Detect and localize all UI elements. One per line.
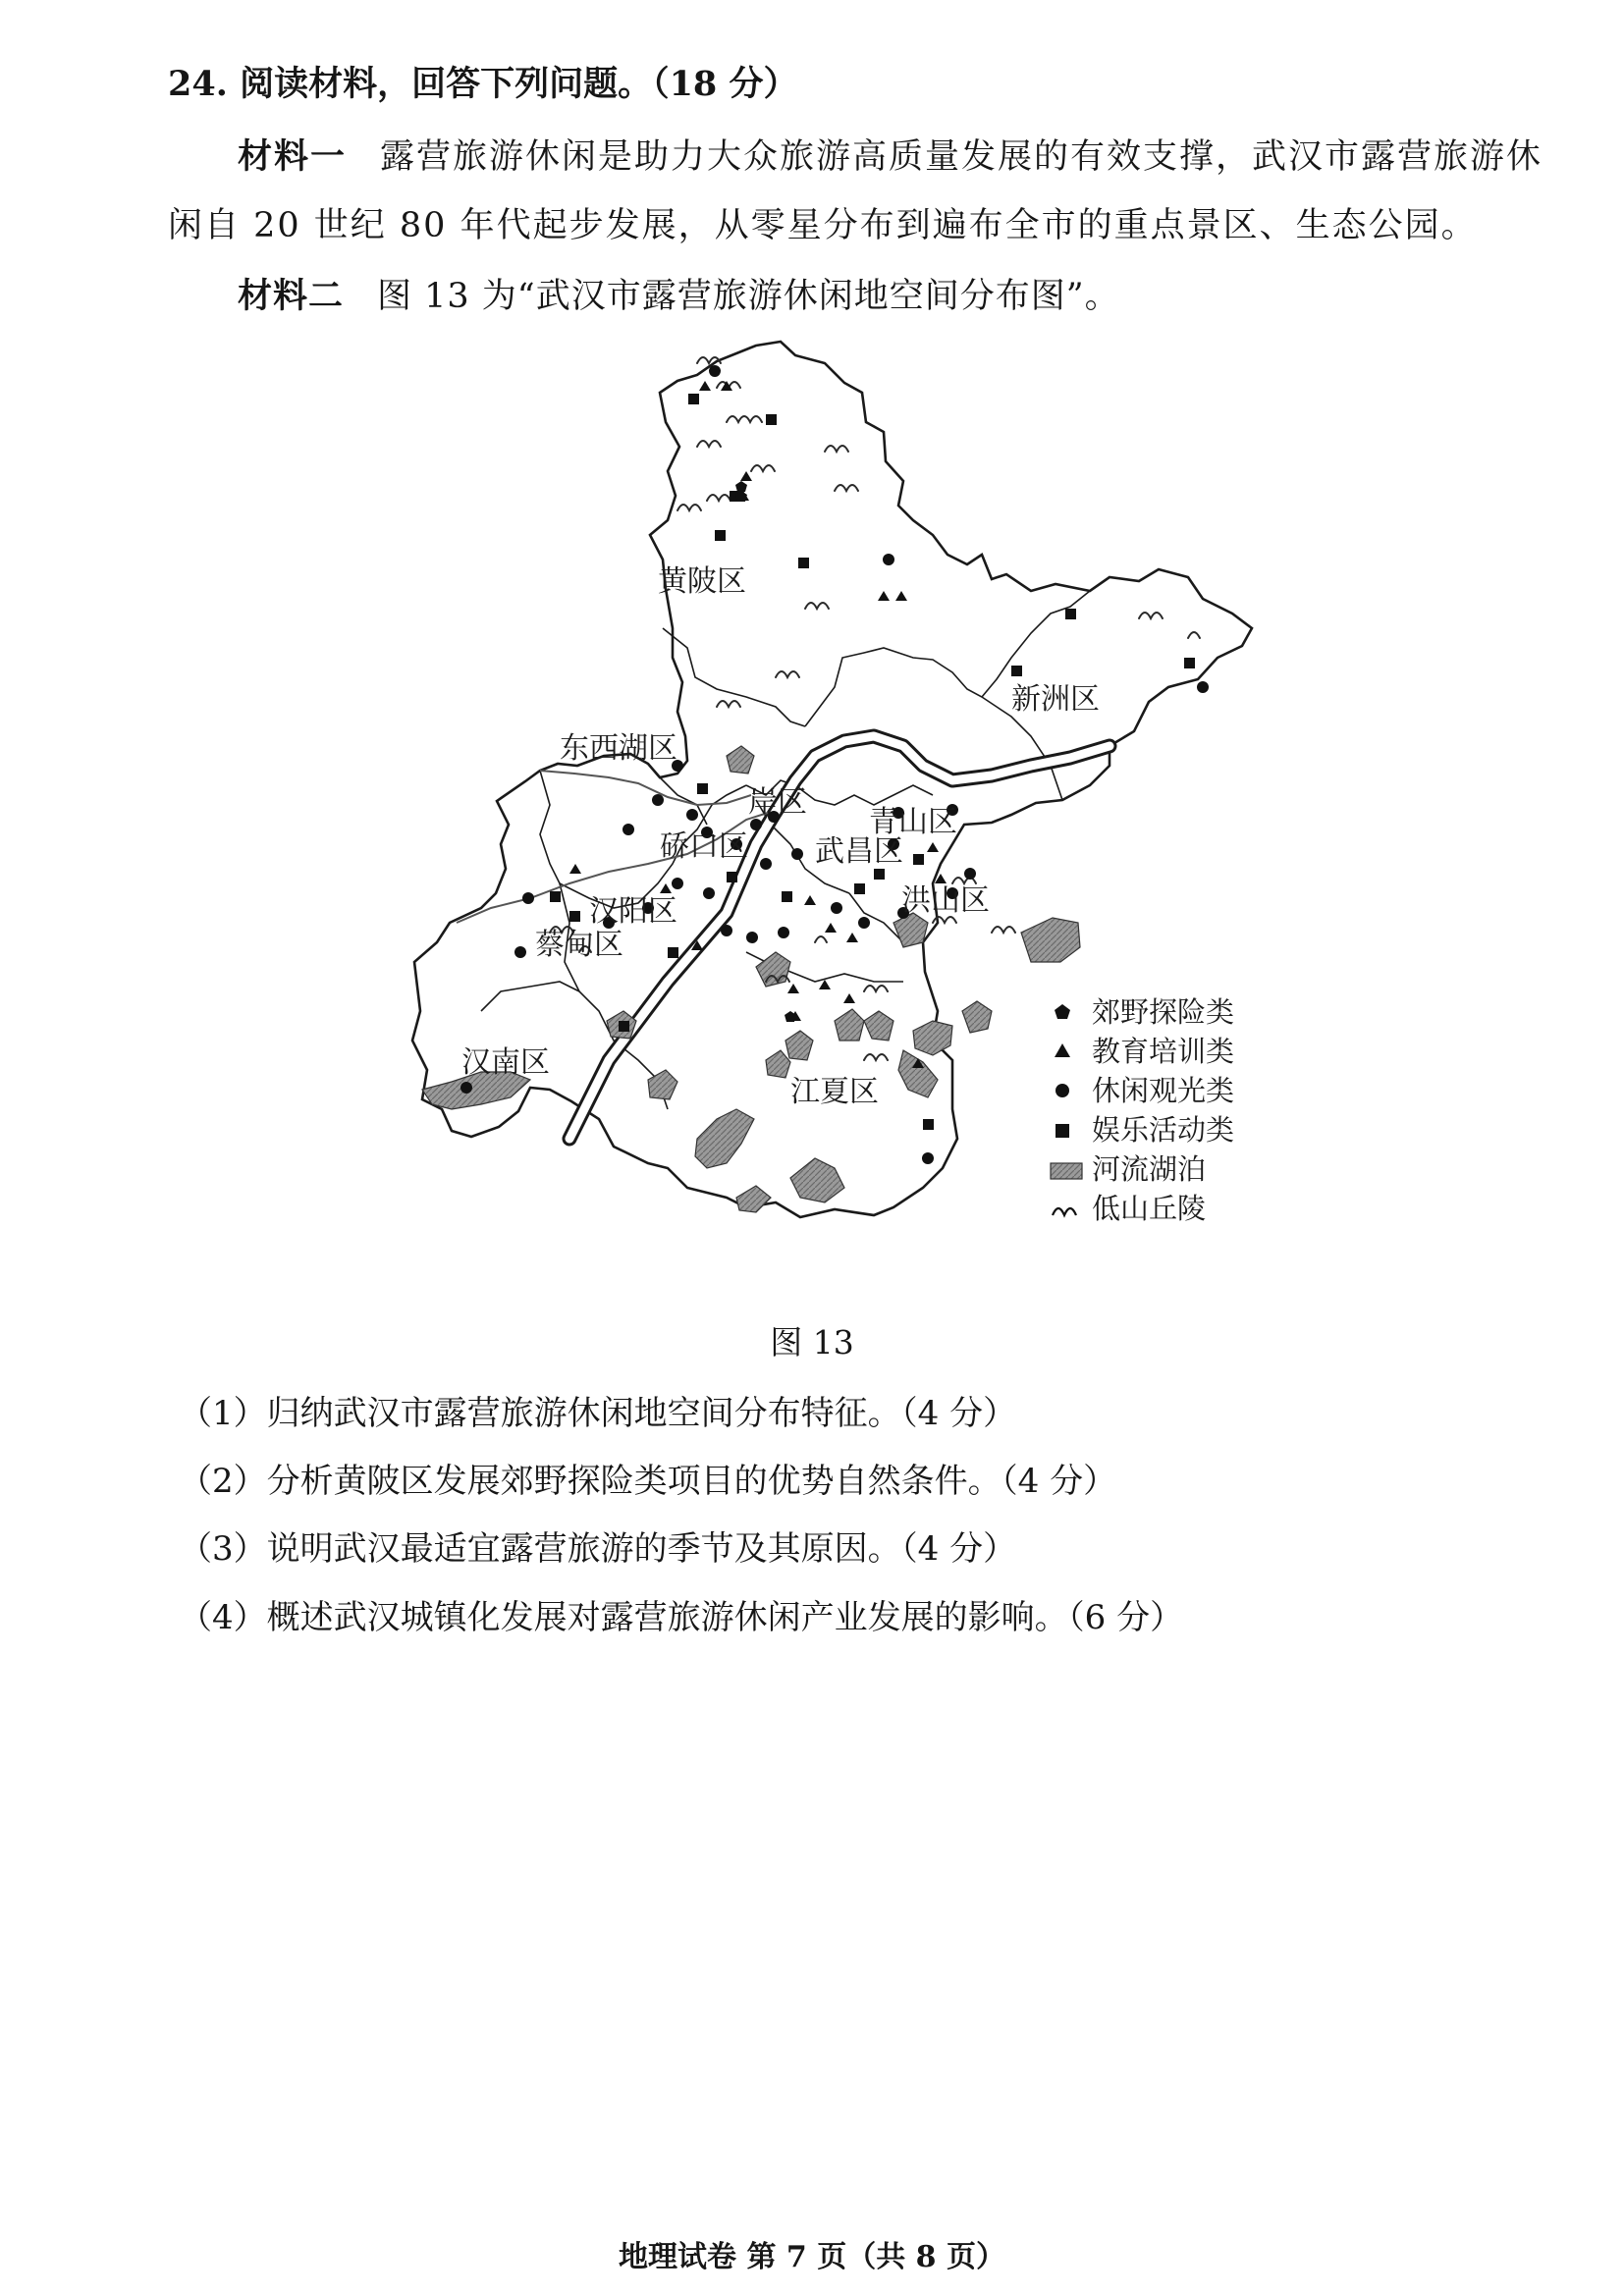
leisure-marker: [460, 1082, 472, 1094]
material-two-text: 图 13 为“武汉市露营旅游休闲地空间分布图”。: [377, 277, 1120, 316]
entertainment-marker: [550, 891, 561, 902]
entertainment-marker: [766, 414, 777, 425]
district-label-xinzhou: 新洲区: [1011, 682, 1100, 717]
sub-question-4: （4）概述武汉城镇化发展对露营旅游休闲产业发展的影响。（6 分）: [179, 1598, 1184, 1637]
leisure-marker: [883, 554, 894, 565]
entertainment-marker: [715, 530, 726, 541]
entertainment-marker: [913, 854, 924, 865]
sub-question-1: （1）归纳武汉市露营旅游休闲地空间分布特征。（4 分）: [179, 1394, 1017, 1433]
material-one-label: 材料一: [238, 136, 348, 177]
leisure-marker: [652, 794, 664, 806]
material-two-label: 材料二: [238, 276, 345, 316]
leisure-marker: [623, 824, 634, 835]
leisure-marker: [858, 917, 870, 929]
district-label-hannan: 汉南区: [461, 1045, 550, 1080]
entertainment-marker: [854, 883, 865, 894]
district-label-dongxihu: 东西湖区: [560, 731, 677, 766]
legend-rivers-lakes: 河流湖泊: [1092, 1152, 1207, 1186]
leisure-marker: [703, 887, 715, 899]
entertainment-marker: [668, 947, 678, 958]
legend-low-hills: 低山丘陵: [1092, 1192, 1207, 1225]
district-label-caidian: 蔡甸区: [535, 928, 623, 962]
leisure-marker: [750, 819, 762, 830]
sub-question-2: （2）分析黄陂区发展郊野探险类项目的优势自然条件。（4 分）: [179, 1462, 1117, 1501]
district-label-jiangxia: 江夏区: [790, 1075, 879, 1109]
entertainment-marker: [727, 872, 737, 882]
leisure-marker: [514, 946, 526, 958]
leisure-marker: [831, 902, 842, 914]
leisure-marker: [686, 809, 698, 821]
district-label-qingshan: 青山区: [869, 805, 957, 839]
leisure-marker: [709, 365, 721, 377]
entertainment-marker: [874, 869, 885, 880]
material-one-text-line1: 露营旅游休闲是助力大众旅游高质量发展的有效支撑，武汉市露营旅游休: [380, 137, 1543, 177]
wuhan-camping-map: [403, 334, 1306, 1276]
leisure-marker: [1197, 681, 1209, 693]
entertainment-marker: [798, 558, 809, 568]
entertainment-marker: [782, 891, 792, 902]
entertainment-marker: [688, 394, 699, 404]
water-legend-icon: [1051, 1163, 1082, 1179]
district-label-qiaokou: 硚口区: [660, 829, 748, 864]
hill-legend-icon: [1053, 1208, 1076, 1215]
legend-leisure-sightseeing: 休闲观光类: [1092, 1074, 1235, 1107]
entertainment-marker: [923, 1119, 934, 1130]
district-label-hongshan: 洪山区: [901, 883, 990, 918]
district-label-huangpi: 黄陂区: [658, 564, 746, 599]
figure-caption: 图 13: [770, 1323, 854, 1362]
material-one-text-line2: 闲自 20 世纪 80 年代起步发展，从零星分布到遍布全市的重点景区、生态公园。: [168, 206, 1478, 245]
leisure-marker: [778, 927, 789, 938]
page-footer: 地理试卷 第 7 页（共 8 页）: [619, 2240, 1005, 2274]
leisure-marker: [791, 848, 803, 860]
wild-exploration-legend-icon: [1055, 1004, 1070, 1019]
leisure-marker: [964, 868, 976, 880]
education-legend-icon: [1055, 1043, 1070, 1057]
map-legend: [1051, 995, 1234, 1225]
entertainment-marker: [569, 911, 580, 922]
entertainment-marker: [619, 1021, 629, 1032]
leisure-marker: [672, 878, 683, 889]
entertainment-marker: [1184, 658, 1195, 668]
leisure-marker: [522, 892, 534, 904]
question-title: 24. 阅读材料，回答下列问题。（18 分）: [168, 64, 798, 104]
entertainment-marker: [697, 783, 708, 794]
leisure-marker: [760, 858, 772, 870]
entertainment-marker: [1011, 666, 1022, 676]
legend-education-training: 教育培训类: [1092, 1035, 1235, 1068]
legend-wild-exploration: 郊野探险类: [1092, 995, 1235, 1029]
entertainment-legend-icon: [1056, 1124, 1069, 1138]
leisure-marker: [746, 932, 758, 943]
material-one: [238, 135, 1543, 179]
leisure-legend-icon: [1056, 1084, 1069, 1097]
sub-question-3: （3）说明武汉最适宜露营旅游的季节及其原因。（4 分）: [179, 1529, 1017, 1569]
leisure-marker: [721, 925, 732, 936]
district-label-wuchang: 武昌区: [815, 834, 903, 869]
entertainment-marker: [1065, 609, 1076, 619]
district-label-hanyang: 汉阳区: [589, 894, 677, 929]
district-label-jiangan: 岸区: [748, 785, 807, 820]
legend-entertainment: 娱乐活动类: [1092, 1113, 1235, 1147]
material-two: [238, 275, 1120, 318]
leisure-marker: [922, 1152, 934, 1164]
